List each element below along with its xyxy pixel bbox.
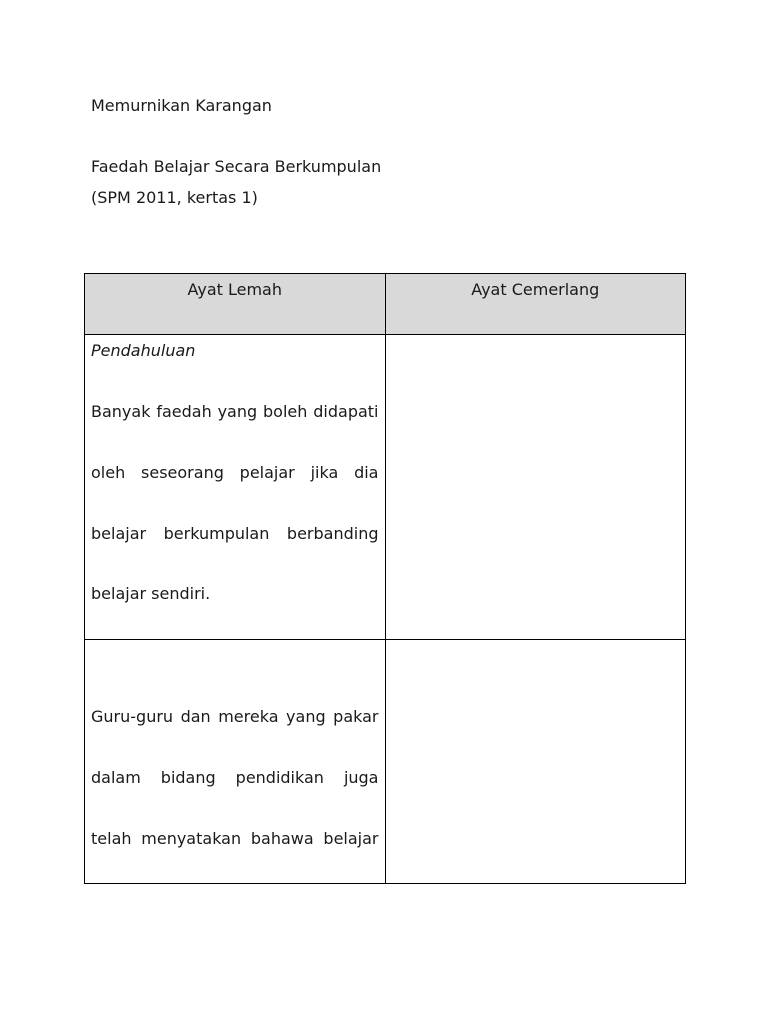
word: Guru-guru xyxy=(91,707,174,726)
weak-sentence-cell xyxy=(85,335,386,640)
header-weak-label: Ayat Lemah xyxy=(187,280,282,299)
word: dalam xyxy=(91,768,141,787)
word: berbanding xyxy=(286,524,379,543)
word: belajar sendiri. xyxy=(91,584,211,603)
word: bidang xyxy=(160,768,216,787)
word: mereka xyxy=(218,707,279,726)
word: pelajar xyxy=(239,463,295,482)
word: bahawa xyxy=(250,829,314,848)
word: dan xyxy=(180,707,211,726)
table-row xyxy=(85,640,686,884)
word: dia xyxy=(354,463,379,482)
weak-sentence-line xyxy=(91,829,379,849)
word: belajar xyxy=(91,524,147,543)
header-cell-weak xyxy=(85,274,386,335)
word: pendidikan xyxy=(235,768,324,787)
header-cell-excellent xyxy=(385,274,686,335)
word: juga xyxy=(343,768,379,787)
weak-sentence-line xyxy=(91,463,379,483)
header-excellent-label: Ayat Cemerlang xyxy=(471,280,600,299)
weak-sentence-line xyxy=(91,707,379,727)
word: telah xyxy=(91,829,132,848)
word: berkumpulan xyxy=(163,524,270,543)
table-header-row xyxy=(85,274,686,335)
weak-sentence-line xyxy=(91,524,379,544)
exam-source: (SPM 2011, kertas 1) xyxy=(91,188,258,207)
table-row xyxy=(85,335,686,640)
word: belajar xyxy=(323,829,379,848)
word: faedah xyxy=(156,402,212,421)
weak-sentence-line xyxy=(91,768,379,788)
word: Banyak xyxy=(91,402,151,421)
comparison-table xyxy=(84,273,686,884)
weak-sentence-cell xyxy=(85,640,386,884)
document-title: Memurnikan Karangan xyxy=(91,96,272,115)
word: yang xyxy=(217,402,258,421)
word: boleh xyxy=(263,402,308,421)
word: menyatakan xyxy=(141,829,242,848)
excellent-sentence-cell[interactable] xyxy=(385,335,686,640)
word: jika xyxy=(310,463,339,482)
word: yang xyxy=(286,707,326,726)
word: seseorang xyxy=(141,463,224,482)
section-label: Pendahuluan xyxy=(91,341,196,360)
word: pakar xyxy=(333,707,379,726)
excellent-sentence-cell[interactable] xyxy=(385,640,686,884)
word: oleh xyxy=(91,463,126,482)
weak-sentence-line xyxy=(91,584,379,604)
essay-topic: Faedah Belajar Secara Berkumpulan xyxy=(91,157,382,176)
word: didapati xyxy=(313,402,379,421)
weak-sentence-line xyxy=(91,402,379,422)
